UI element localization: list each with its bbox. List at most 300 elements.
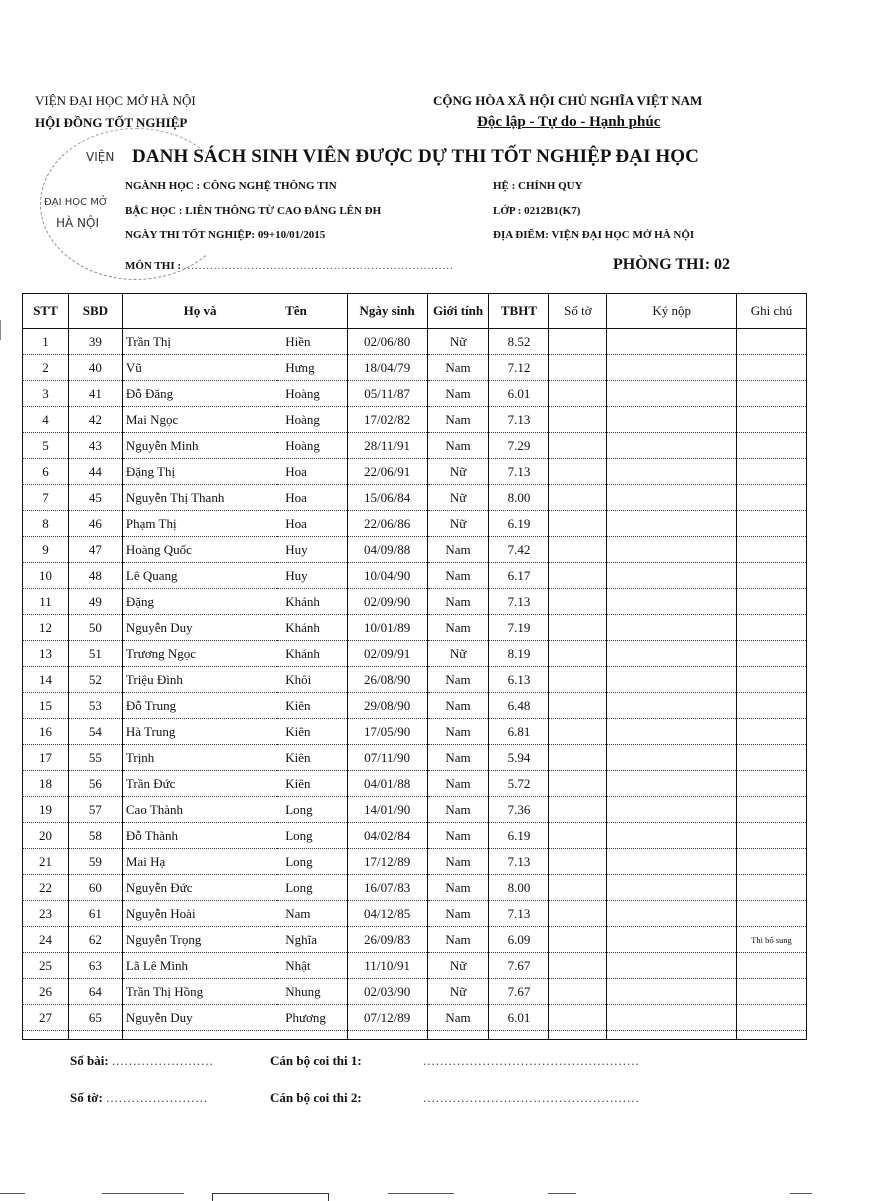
cell-so-to[interactable] xyxy=(549,719,607,745)
sheet-count-blank: ........................ xyxy=(106,1090,209,1105)
cell-ho-va: Đặng Thị xyxy=(122,459,277,485)
cell-sbd: 65 xyxy=(68,1005,122,1031)
cell-gioi-tinh: Nam xyxy=(427,875,489,901)
cell-ho-va: Vũ xyxy=(122,355,277,381)
cell-gioi-tinh: Nam xyxy=(427,433,489,459)
cell-so-to[interactable] xyxy=(549,485,607,511)
cell-sbd: 45 xyxy=(68,485,122,511)
cell-ngay-sinh: 10/01/89 xyxy=(347,615,427,641)
cell-ky-nop[interactable] xyxy=(607,693,737,719)
cell-ngay-sinh: 15/06/84 xyxy=(347,485,427,511)
cell-ngay-sinh: 04/01/88 xyxy=(347,771,427,797)
col-header-ten: Tên xyxy=(277,294,347,329)
cell-gioi-tinh: Nam xyxy=(427,693,489,719)
filler-cell xyxy=(549,1031,607,1040)
cell-stt: 14 xyxy=(23,667,69,693)
filler-cell xyxy=(23,1031,69,1040)
cell-ngay-sinh: 28/11/91 xyxy=(347,433,427,459)
scan-edge-mark xyxy=(0,320,1,340)
cell-stt: 5 xyxy=(23,433,69,459)
cell-ghi-chu xyxy=(736,641,806,667)
cell-ten: Nhung xyxy=(277,979,347,1005)
cell-so-to[interactable] xyxy=(549,1005,607,1031)
location-field: ĐỊA ĐIỂM: VIỆN ĐẠI HỌC MỞ HÀ NỘI xyxy=(493,229,695,241)
cell-ghi-chu xyxy=(736,355,806,381)
cell-ngay-sinh: 17/05/90 xyxy=(347,719,427,745)
cell-ten: Nghĩa xyxy=(277,927,347,953)
cell-ghi-chu xyxy=(736,511,806,537)
table-row xyxy=(23,511,807,537)
cell-so-to[interactable] xyxy=(549,745,607,771)
cell-ho-va: Trần Thị Hồng xyxy=(122,979,277,1005)
cell-ghi-chu: Thi bổ sung xyxy=(736,927,806,953)
cell-ngay-sinh: 26/09/83 xyxy=(347,927,427,953)
cell-stt: 27 xyxy=(23,1005,69,1031)
filler-cell xyxy=(489,1031,549,1040)
subject-field xyxy=(125,260,454,272)
cell-ngay-sinh: 07/11/90 xyxy=(347,745,427,771)
table-row xyxy=(23,953,807,979)
cell-stt: 25 xyxy=(23,953,69,979)
cell-so-to[interactable] xyxy=(549,589,607,615)
table-row xyxy=(23,1005,807,1031)
cell-ngay-sinh: 02/03/90 xyxy=(347,979,427,1005)
cell-gioi-tinh: Nam xyxy=(427,927,489,953)
cell-ho-va: Trương Ngọc xyxy=(122,641,277,667)
cell-ky-nop[interactable] xyxy=(607,875,737,901)
cell-tbht: 6.48 xyxy=(489,693,549,719)
cell-ho-va: Nguyễn Hoài xyxy=(122,901,277,927)
cell-stt: 13 xyxy=(23,641,69,667)
cell-sbd: 52 xyxy=(68,667,122,693)
cell-ngay-sinh: 02/06/80 xyxy=(347,329,427,355)
cell-sbd: 50 xyxy=(68,615,122,641)
council-name: HỘI ĐỒNG TỐT NGHIỆP xyxy=(35,115,188,130)
table-row xyxy=(23,355,807,381)
cell-ghi-chu xyxy=(736,589,806,615)
cell-sbd: 56 xyxy=(68,771,122,797)
cell-stt: 22 xyxy=(23,875,69,901)
cell-tbht: 6.19 xyxy=(489,511,549,537)
col-header-ngay-sinh: Ngày sinh xyxy=(347,294,427,329)
seal-text-line2: ĐẠI HỌC MỞ xyxy=(44,197,109,208)
cell-ten: Kiên xyxy=(277,693,347,719)
cell-ten: Long xyxy=(277,823,347,849)
cell-ho-va: Hà Trung xyxy=(122,719,277,745)
cell-gioi-tinh: Nam xyxy=(427,823,489,849)
cell-ngay-sinh: 22/06/86 xyxy=(347,511,427,537)
table-row xyxy=(23,537,807,563)
cell-stt: 18 xyxy=(23,771,69,797)
cell-ghi-chu xyxy=(736,537,806,563)
cell-tbht: 8.00 xyxy=(489,485,549,511)
cell-ky-nop[interactable] xyxy=(607,953,737,979)
exam-date-field: NGÀY THI TỐT NGHIỆP: 09+10/01/2015 xyxy=(125,229,326,241)
cell-ghi-chu xyxy=(736,745,806,771)
table-row xyxy=(23,771,807,797)
cell-so-to[interactable] xyxy=(549,771,607,797)
col-header-tbht: TBHT xyxy=(489,294,549,329)
cell-stt: 24 xyxy=(23,927,69,953)
cell-gioi-tinh: Nữ xyxy=(427,511,489,537)
cell-ghi-chu xyxy=(736,823,806,849)
paper-count-field xyxy=(70,1053,214,1069)
cell-ky-nop[interactable] xyxy=(607,797,737,823)
cell-so-to[interactable] xyxy=(549,407,607,433)
cell-ghi-chu xyxy=(736,979,806,1005)
cell-ten: Khánh xyxy=(277,615,347,641)
table-row xyxy=(23,979,807,1005)
cell-stt: 8 xyxy=(23,511,69,537)
cell-stt: 10 xyxy=(23,563,69,589)
table-row xyxy=(23,459,807,485)
seal-text-line3: HÀ NỘI xyxy=(56,216,100,230)
cell-ten: Hoa xyxy=(277,511,347,537)
cell-ngay-sinh: 04/09/88 xyxy=(347,537,427,563)
cell-ky-nop[interactable] xyxy=(607,1005,737,1031)
class-field: LỚP : 0212B1(K7) xyxy=(493,205,581,217)
filler-cell xyxy=(427,1031,489,1040)
cell-ghi-chu xyxy=(736,771,806,797)
cell-ten: Long xyxy=(277,797,347,823)
cell-so-to[interactable] xyxy=(549,563,607,589)
cell-ngay-sinh: 04/02/84 xyxy=(347,823,427,849)
cell-ky-nop[interactable] xyxy=(607,667,737,693)
cell-ngay-sinh: 16/07/83 xyxy=(347,875,427,901)
cell-so-to[interactable] xyxy=(549,381,607,407)
cell-ho-va: Cao Thành xyxy=(122,797,277,823)
cell-so-to[interactable] xyxy=(549,901,607,927)
cell-stt: 2 xyxy=(23,355,69,381)
cell-sbd: 42 xyxy=(68,407,122,433)
cell-sbd: 53 xyxy=(68,693,122,719)
table-row xyxy=(23,875,807,901)
cell-stt: 1 xyxy=(23,329,69,355)
cell-gioi-tinh: Nữ xyxy=(427,641,489,667)
cell-tbht: 7.13 xyxy=(489,589,549,615)
cell-ho-va: Trần Thị xyxy=(122,329,277,355)
cell-ten: Hoàng xyxy=(277,407,347,433)
proctor-2-signature-blank: ................................................... xyxy=(423,1090,640,1105)
national-motto: Độc lập - Tự do - Hạnh phúc xyxy=(477,114,661,130)
cell-gioi-tinh: Nam xyxy=(427,355,489,381)
cell-so-to[interactable] xyxy=(549,511,607,537)
cell-gioi-tinh: Nam xyxy=(427,1005,489,1031)
cell-gioi-tinh: Nữ xyxy=(427,953,489,979)
cell-ten: Nhật xyxy=(277,953,347,979)
cell-gioi-tinh: Nữ xyxy=(427,459,489,485)
institution-name: VIỆN ĐẠI HỌC MỞ HÀ NỘI xyxy=(35,93,196,108)
cell-ten: Long xyxy=(277,849,347,875)
cell-ho-va: Trịnh xyxy=(122,745,277,771)
table-row xyxy=(23,667,807,693)
cell-tbht: 7.67 xyxy=(489,953,549,979)
cell-tbht: 7.67 xyxy=(489,979,549,1005)
cell-ky-nop[interactable] xyxy=(607,927,737,953)
cell-tbht: 6.09 xyxy=(489,927,549,953)
cell-ky-nop[interactable] xyxy=(607,641,737,667)
cell-so-to[interactable] xyxy=(549,433,607,459)
cell-ky-nop[interactable] xyxy=(607,355,737,381)
cell-ghi-chu xyxy=(736,667,806,693)
cell-tbht: 7.42 xyxy=(489,537,549,563)
cell-stt: 23 xyxy=(23,901,69,927)
cell-ten: Hoàng xyxy=(277,381,347,407)
table-row xyxy=(23,433,807,459)
cell-stt: 3 xyxy=(23,381,69,407)
cell-ngay-sinh: 02/09/91 xyxy=(347,641,427,667)
cell-so-to[interactable] xyxy=(549,927,607,953)
table-row xyxy=(23,615,807,641)
cell-tbht: 7.36 xyxy=(489,797,549,823)
cell-gioi-tinh: Nam xyxy=(427,745,489,771)
cell-so-to[interactable] xyxy=(549,823,607,849)
cell-ten: Hiền xyxy=(277,329,347,355)
filler-cell xyxy=(607,1031,737,1040)
cell-tbht: 7.12 xyxy=(489,355,549,381)
cell-stt: 9 xyxy=(23,537,69,563)
cell-sbd: 59 xyxy=(68,849,122,875)
cell-ngay-sinh: 17/12/89 xyxy=(347,849,427,875)
cell-ky-nop[interactable] xyxy=(607,901,737,927)
cell-ho-va: Mai Hạ xyxy=(122,849,277,875)
cell-stt: 6 xyxy=(23,459,69,485)
cell-stt: 26 xyxy=(23,979,69,1005)
cell-so-to[interactable] xyxy=(549,537,607,563)
cell-ghi-chu xyxy=(736,797,806,823)
student-list-table xyxy=(22,293,807,1040)
table-row xyxy=(23,589,807,615)
cell-ten: Hoàng xyxy=(277,433,347,459)
table-row xyxy=(23,563,807,589)
exam-room: PHÒNG THI: 02 xyxy=(613,256,731,273)
cell-ky-nop[interactable] xyxy=(607,563,737,589)
cell-tbht: 7.13 xyxy=(489,407,549,433)
cell-ghi-chu xyxy=(736,849,806,875)
cell-sbd: 44 xyxy=(68,459,122,485)
cell-ho-va: Nguyễn Duy xyxy=(122,1005,277,1031)
table-header-row xyxy=(23,294,807,329)
cell-ngay-sinh: 14/01/90 xyxy=(347,797,427,823)
cell-ghi-chu xyxy=(736,719,806,745)
cell-tbht: 7.13 xyxy=(489,901,549,927)
cell-sbd: 51 xyxy=(68,641,122,667)
cell-ky-nop[interactable] xyxy=(607,485,737,511)
cell-ky-nop[interactable] xyxy=(607,771,737,797)
cell-ghi-chu xyxy=(736,1005,806,1031)
republic-heading: CỘNG HÒA XÃ HỘI CHỦ NGHĨA VIỆT NAM xyxy=(433,93,703,108)
cell-tbht: 7.29 xyxy=(489,433,549,459)
level-field: BẬC HỌC : LIÊN THÔNG TỪ CAO ĐẲNG LÊN ĐH xyxy=(125,205,382,217)
table-row xyxy=(23,927,807,953)
cell-ngay-sinh: 17/02/82 xyxy=(347,407,427,433)
cell-ngay-sinh: 10/04/90 xyxy=(347,563,427,589)
col-header-ghi-chu: Ghi chú xyxy=(736,294,806,329)
filler-cell xyxy=(277,1031,347,1040)
cell-tbht: 6.17 xyxy=(489,563,549,589)
cell-stt: 17 xyxy=(23,745,69,771)
cell-gioi-tinh: Nam xyxy=(427,589,489,615)
cell-ngay-sinh: 29/08/90 xyxy=(347,693,427,719)
table-filler-row xyxy=(23,1031,807,1040)
cell-ky-nop[interactable] xyxy=(607,329,737,355)
cell-ho-va: Đỗ Trung xyxy=(122,693,277,719)
cell-ky-nop[interactable] xyxy=(607,823,737,849)
cell-ghi-chu xyxy=(736,407,806,433)
cell-ghi-chu xyxy=(736,901,806,927)
seal-text-line1: VIỆN xyxy=(86,150,115,164)
cell-so-to[interactable] xyxy=(549,355,607,381)
cell-sbd: 64 xyxy=(68,979,122,1005)
cell-so-to[interactable] xyxy=(549,667,607,693)
cell-tbht: 7.13 xyxy=(489,459,549,485)
sheet-count-field xyxy=(70,1090,208,1106)
cell-so-to[interactable] xyxy=(549,693,607,719)
filler-cell xyxy=(122,1031,277,1040)
cell-sbd: 63 xyxy=(68,953,122,979)
cell-tbht: 6.01 xyxy=(489,1005,549,1031)
cell-ho-va: Nguyễn Đức xyxy=(122,875,277,901)
proctor-2-label: Cán bộ coi thi 2: xyxy=(270,1090,362,1105)
cell-ky-nop[interactable] xyxy=(607,745,737,771)
cell-ghi-chu xyxy=(736,329,806,355)
cell-ho-va: Đặng xyxy=(122,589,277,615)
cell-ky-nop[interactable] xyxy=(607,407,737,433)
cell-tbht: 8.19 xyxy=(489,641,549,667)
cell-ngay-sinh: 07/12/89 xyxy=(347,1005,427,1031)
cell-ky-nop[interactable] xyxy=(607,589,737,615)
cell-sbd: 60 xyxy=(68,875,122,901)
cell-tbht: 7.19 xyxy=(489,615,549,641)
table-row xyxy=(23,745,807,771)
cell-sbd: 48 xyxy=(68,563,122,589)
cell-ngay-sinh: 22/06/91 xyxy=(347,459,427,485)
cell-ngay-sinh: 11/10/91 xyxy=(347,953,427,979)
cell-sbd: 39 xyxy=(68,329,122,355)
proctor-1-label: Cán bộ coi thi 1: xyxy=(270,1053,362,1068)
cell-ky-nop[interactable] xyxy=(607,719,737,745)
cell-ngay-sinh: 04/12/85 xyxy=(347,901,427,927)
cell-so-to[interactable] xyxy=(549,979,607,1005)
cell-ghi-chu xyxy=(736,563,806,589)
cell-ho-va: Hoàng Quốc xyxy=(122,537,277,563)
cell-ho-va: Đỗ Thành xyxy=(122,823,277,849)
cell-stt: 11 xyxy=(23,589,69,615)
table-row xyxy=(23,407,807,433)
col-header-so-to: Số tờ xyxy=(549,294,607,329)
cell-ho-va: Phạm Thị xyxy=(122,511,277,537)
cell-so-to[interactable] xyxy=(549,797,607,823)
cell-ghi-chu xyxy=(736,875,806,901)
cell-sbd: 49 xyxy=(68,589,122,615)
cell-ten: Kiên xyxy=(277,745,347,771)
cell-gioi-tinh: Nam xyxy=(427,563,489,589)
cell-gioi-tinh: Nam xyxy=(427,771,489,797)
col-header-sbd: SBD xyxy=(68,294,122,329)
table-row xyxy=(23,719,807,745)
cell-gioi-tinh: Nữ xyxy=(427,329,489,355)
cell-so-to[interactable] xyxy=(549,615,607,641)
cell-ky-nop[interactable] xyxy=(607,615,737,641)
cell-so-to[interactable] xyxy=(549,459,607,485)
filler-cell xyxy=(347,1031,427,1040)
cell-ten: Kiên xyxy=(277,771,347,797)
cell-ghi-chu xyxy=(736,433,806,459)
cell-ho-va: Lê Quang xyxy=(122,563,277,589)
cell-gioi-tinh: Nữ xyxy=(427,485,489,511)
subject-label: MÔN THI : xyxy=(125,260,182,272)
cell-gioi-tinh: Nam xyxy=(427,849,489,875)
table-row xyxy=(23,381,807,407)
table-row xyxy=(23,485,807,511)
cell-ngay-sinh: 05/11/87 xyxy=(347,381,427,407)
cell-so-to[interactable] xyxy=(549,875,607,901)
cell-gioi-tinh: Nam xyxy=(427,797,489,823)
cell-so-to[interactable] xyxy=(549,953,607,979)
cell-ghi-chu xyxy=(736,485,806,511)
col-header-stt: STT xyxy=(23,294,69,329)
cell-ky-nop[interactable] xyxy=(607,433,737,459)
cell-ten: Hoa xyxy=(277,485,347,511)
cell-so-to[interactable] xyxy=(549,849,607,875)
cell-stt: 4 xyxy=(23,407,69,433)
cell-ky-nop[interactable] xyxy=(607,511,737,537)
cell-sbd: 43 xyxy=(68,433,122,459)
cell-tbht: 6.81 xyxy=(489,719,549,745)
cell-ho-va: Triệu Đình xyxy=(122,667,277,693)
cell-tbht: 7.13 xyxy=(489,849,549,875)
table-row xyxy=(23,797,807,823)
cell-ngay-sinh: 26/08/90 xyxy=(347,667,427,693)
cell-ten: Hoa xyxy=(277,459,347,485)
cell-ky-nop[interactable] xyxy=(607,979,737,1005)
cell-ho-va: Lã Lê Minh xyxy=(122,953,277,979)
cell-ho-va: Nguyễn Duy xyxy=(122,615,277,641)
system-field: HỆ : CHÍNH QUY xyxy=(493,180,583,192)
cell-sbd: 62 xyxy=(68,927,122,953)
cell-gioi-tinh: Nam xyxy=(427,901,489,927)
cell-ten: Phương xyxy=(277,1005,347,1031)
sheet-count-label: Số tờ: xyxy=(70,1090,103,1105)
cell-gioi-tinh: Nam xyxy=(427,407,489,433)
cell-sbd: 46 xyxy=(68,511,122,537)
document-title: DANH SÁCH SINH VIÊN ĐƯỢC DỰ THI TỐT NGHIỆP ĐẠI HỌC xyxy=(132,146,700,167)
cell-ho-va: Trần Đức xyxy=(122,771,277,797)
cell-gioi-tinh: Nam xyxy=(427,615,489,641)
table-row xyxy=(23,329,807,355)
cell-ky-nop[interactable] xyxy=(607,849,737,875)
cell-ten: Long xyxy=(277,875,347,901)
cell-so-to[interactable] xyxy=(549,329,607,355)
cell-sbd: 61 xyxy=(68,901,122,927)
cell-ky-nop[interactable] xyxy=(607,537,737,563)
cell-gioi-tinh: Nam xyxy=(427,537,489,563)
proctor-1-signature-blank: ................................................... xyxy=(423,1053,640,1068)
cell-ky-nop[interactable] xyxy=(607,381,737,407)
cell-ghi-chu xyxy=(736,381,806,407)
cell-ten: Huy xyxy=(277,563,347,589)
cell-ky-nop[interactable] xyxy=(607,459,737,485)
cell-tbht: 5.94 xyxy=(489,745,549,771)
cell-ho-va: Mai Ngọc xyxy=(122,407,277,433)
table-row xyxy=(23,641,807,667)
cell-so-to[interactable] xyxy=(549,641,607,667)
cell-tbht: 6.19 xyxy=(489,823,549,849)
cell-ten: Nam xyxy=(277,901,347,927)
cell-ghi-chu xyxy=(736,693,806,719)
cell-ten: Khánh xyxy=(277,641,347,667)
cell-gioi-tinh: Nữ xyxy=(427,979,489,1005)
